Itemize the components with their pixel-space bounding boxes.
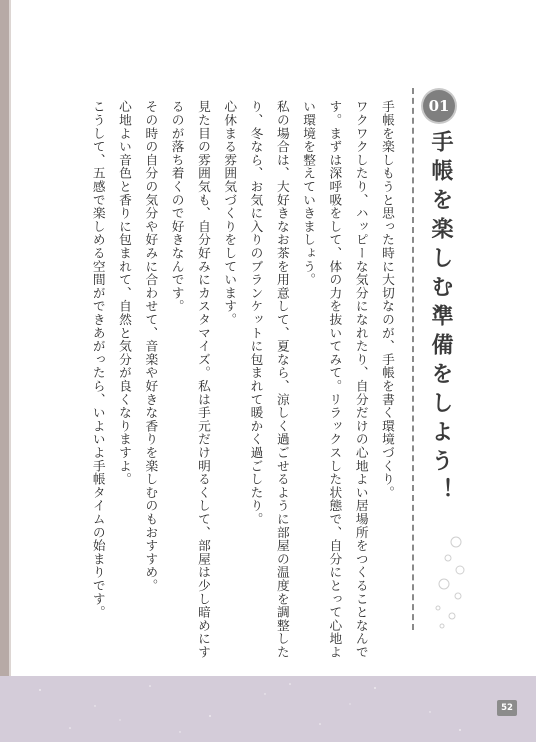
sparkle xyxy=(119,719,120,720)
decor-circle xyxy=(436,606,440,610)
sparkle xyxy=(459,729,461,731)
sparkle xyxy=(149,685,151,687)
decor-circle xyxy=(445,555,451,561)
decor-circle xyxy=(439,579,449,589)
sparkle xyxy=(179,731,180,732)
page-edge xyxy=(0,0,9,742)
paragraph: ワクワクしたり、ハッピーな気分になれたり、自分だけの心地よい居場所をつくることなんです。まずは深呼吸をして、体の力を抜いてみて。リラックスした状態で、自分にとって心地よい環境を整えていきましょう。 xyxy=(301,100,369,659)
sparkle xyxy=(374,687,376,689)
page-number: 52 xyxy=(497,700,517,716)
paragraph: その時の自分の気分や好みに合わせて、音楽や好きな香りを楽しむのもおすすめ。 xyxy=(143,100,159,593)
chapter-title: 手帳を楽しむ準備をしよう！ xyxy=(428,130,453,507)
sparkle xyxy=(349,703,350,704)
decor-circle xyxy=(449,613,455,619)
sparkle xyxy=(94,705,95,706)
decor-circle xyxy=(440,624,444,628)
sparkle xyxy=(209,715,211,717)
paragraph: 心地よい音色と香りに包まれて、自然と気分が良くなりますよ。 xyxy=(117,100,133,486)
paragraph: 見た目の雰囲気も、自分好みにカスタマイズ。私は手元だけ明るくして、部屋は少し暗めにするのが落ち着くので好きなんです。 xyxy=(169,100,211,659)
sparkle xyxy=(264,693,265,694)
decor-circle xyxy=(451,537,461,547)
chapter-number-badge: 01 xyxy=(423,90,455,122)
sparkle xyxy=(289,683,291,685)
sparkle xyxy=(429,711,430,712)
decor-circle xyxy=(455,593,461,599)
sparkle xyxy=(69,727,71,729)
footer-band xyxy=(0,676,536,742)
paragraph: 心休まる雰囲気づくりをしています。 xyxy=(222,100,238,327)
sparkle xyxy=(319,723,321,725)
paragraph: 手帳を楽しもうと思った時に大切なのが、手帳を書く環境づくり。 xyxy=(380,100,395,499)
page-edge-highlight xyxy=(9,0,11,742)
body-text xyxy=(78,100,400,660)
decorative-circles xyxy=(418,530,468,640)
sparkle xyxy=(39,689,41,691)
paragraph: こうして、五感で楽しめる空間ができあがったら、いよいよ手帳タイムの始まりです。 xyxy=(90,100,106,619)
paragraph: 私の場合は、大好きなお茶を用意して、夏なら、涼しく過ごせるように部屋の温度を調整したり、冬なら、お気に入りのブランケットに包まれて暖かく過ごしたり。 xyxy=(248,100,290,659)
decor-circle xyxy=(456,566,464,574)
footer-sparkles xyxy=(0,676,536,742)
